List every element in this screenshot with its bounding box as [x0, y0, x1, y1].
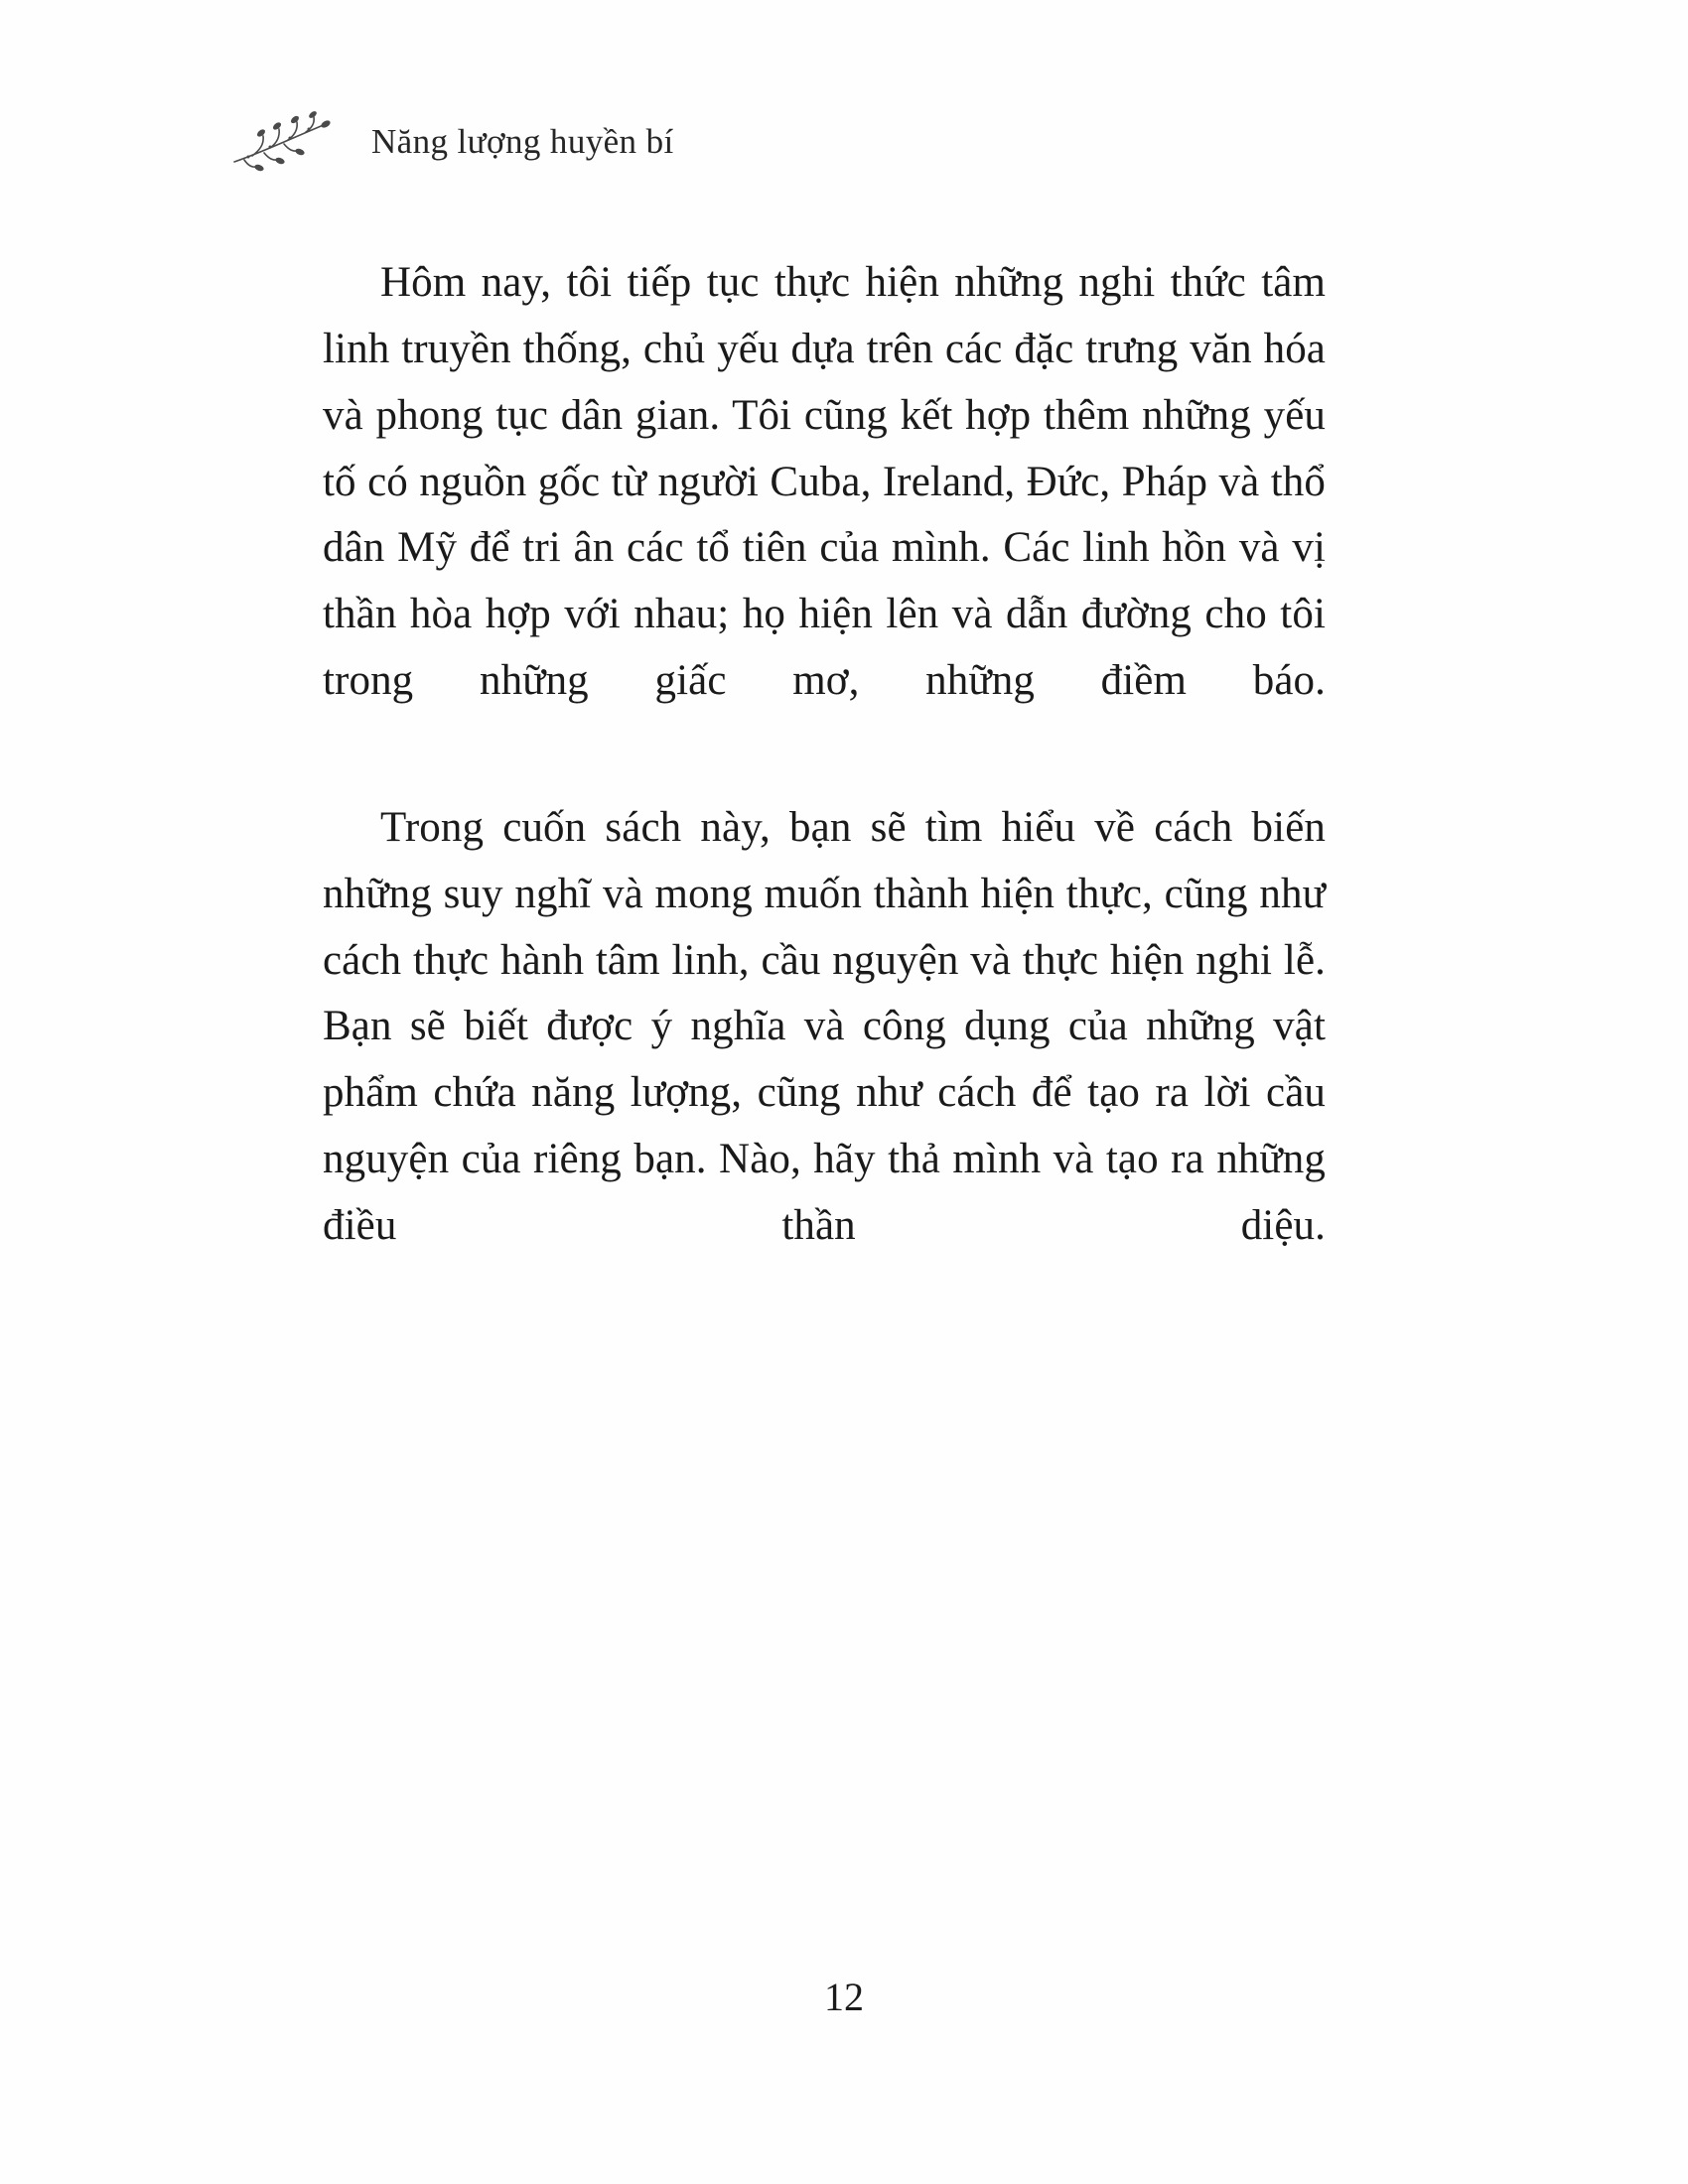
paragraph: Trong cuốn sách này, bạn sẽ tìm hiểu về cách biến những suy nghĩ và mong muốn thành hiện thực, cũng như cách thực hành tâm linh, cầu nguyện và thực hiện nghi lễ. Bạn sẽ biết được ý nghĩa và công dụng của những vật phẩm chứa năng lượng, cũng như cách để tạo ra lời cầu nguyện của riêng bạn. Nào, hãy thả mình và tạo ra những điều thần diệu.	[323, 803, 1326, 1250]
page-number: 12	[824, 1975, 864, 2019]
paragraph: Hôm nay, tôi tiếp tục thực hiện những nghi thức tâm linh truyền thống, chủ yếu dựa trên các đặc trưng văn hóa và phong tục dân gian. Tôi cũng kết hợp thêm những yếu tố có nguồn gốc từ người Cuba, Ireland, Đức, Pháp và thổ dân Mỹ để tri ân các tổ tiên của mình. Các linh hồn và vị thần hòa hợp với nhau; họ hiện lên và dẫn đường cho tôi trong những giấc mơ, những điềm báo.	[323, 259, 1326, 705]
running-head	[230, 107, 674, 177]
body-text	[323, 250, 1326, 1326]
running-head-title: Năng lượng huyền bí	[371, 122, 674, 161]
branch-leaf-ornament-icon	[230, 110, 350, 174]
